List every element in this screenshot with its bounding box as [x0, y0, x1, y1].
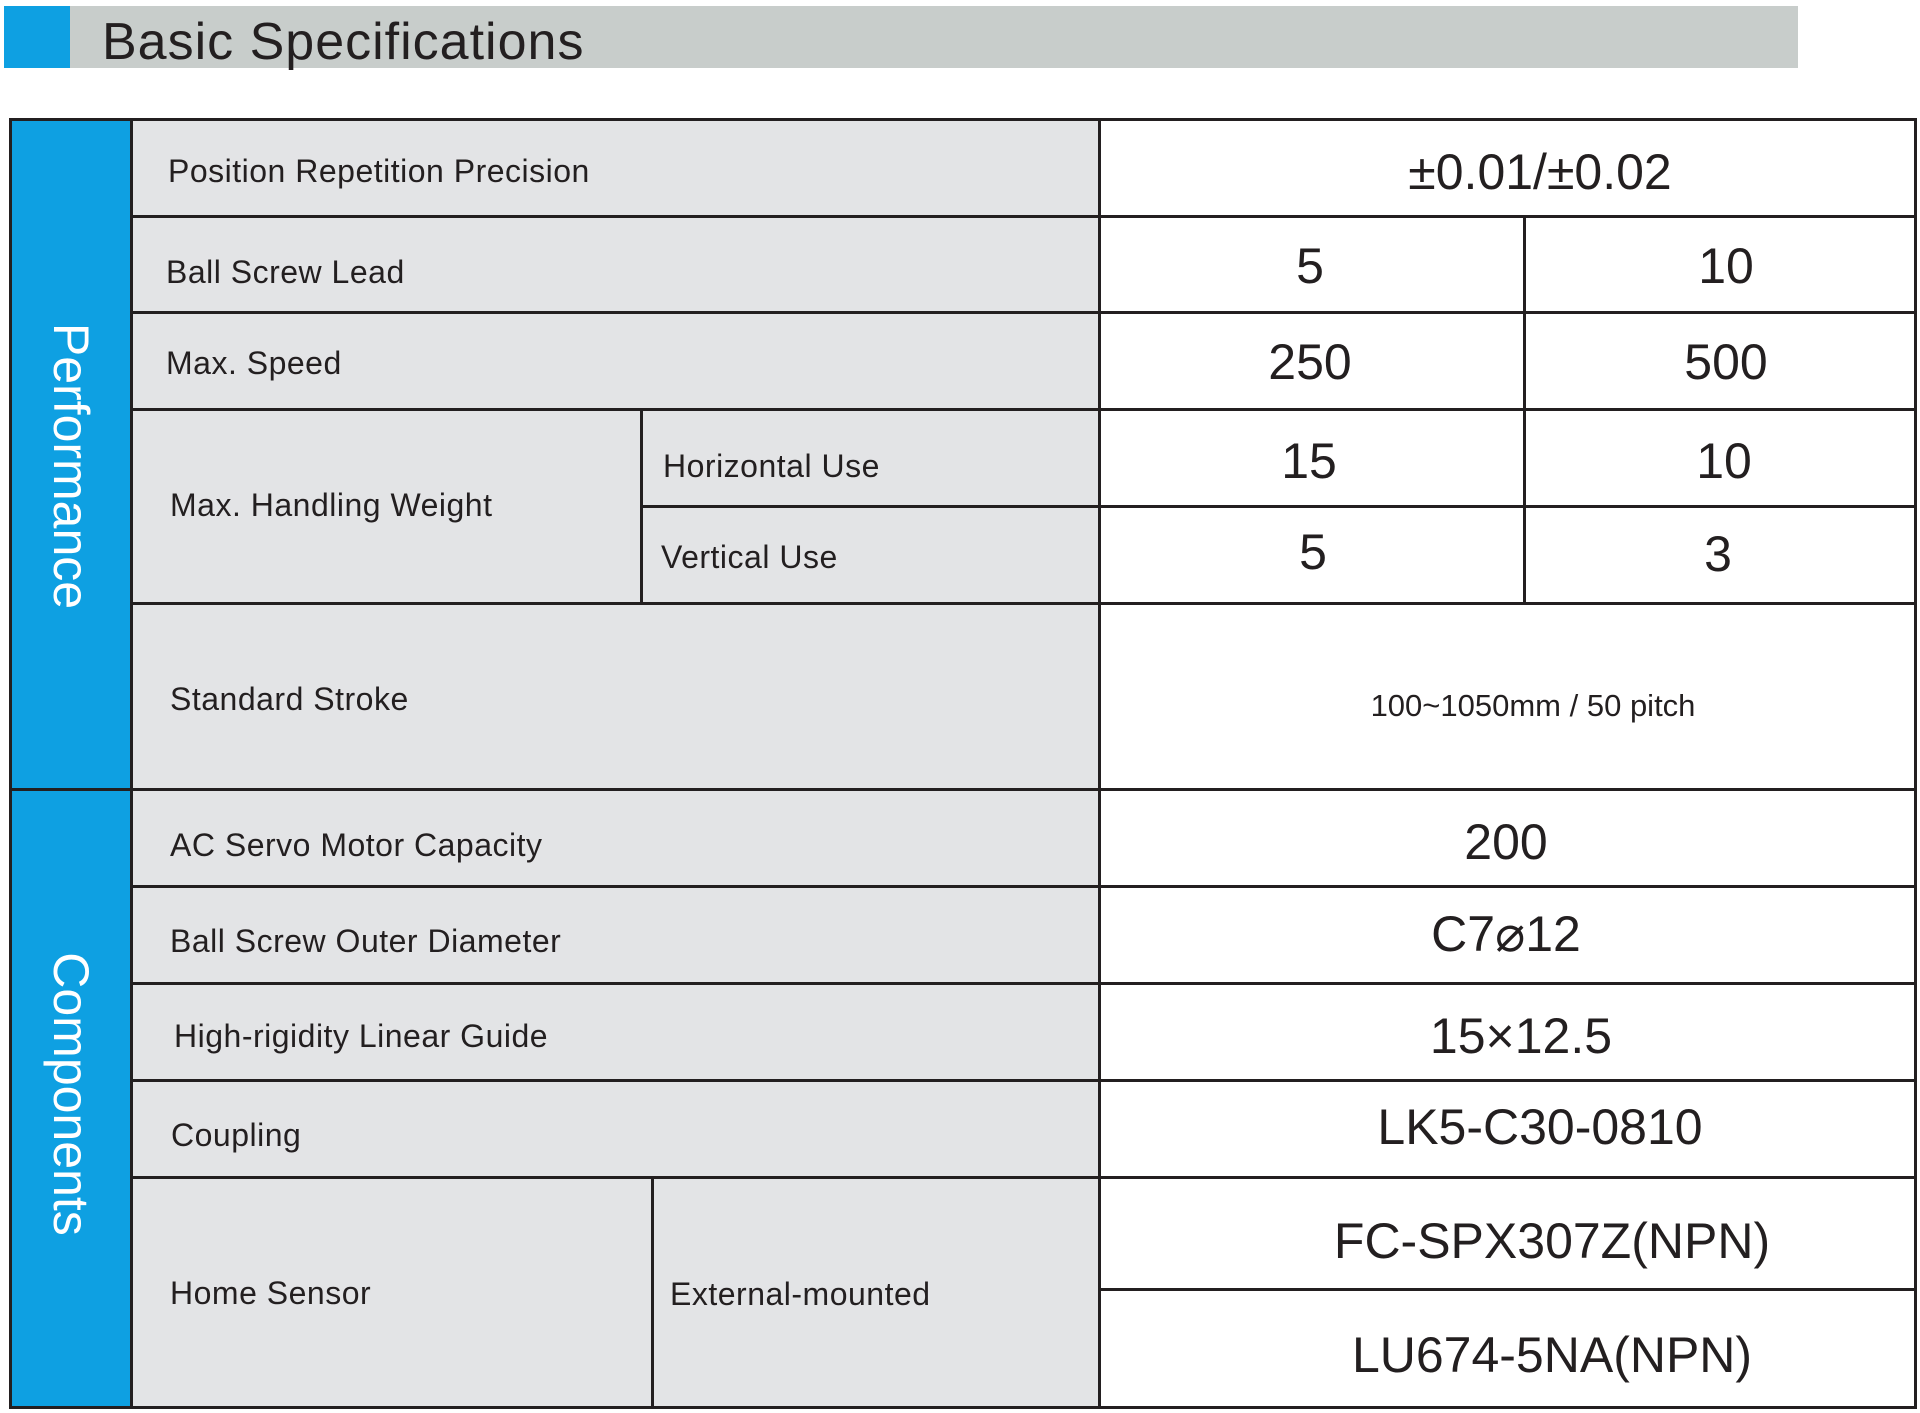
- ac-servo-motor-capacity-label: AC Servo Motor Capacity: [170, 827, 543, 863]
- border-bottom: [9, 1406, 1917, 1409]
- linear-guide-label: High-rigidity Linear Guide: [174, 1018, 549, 1054]
- page-title: Basic Specifications: [102, 13, 585, 71]
- components-label: Components: [43, 952, 99, 1236]
- section-divider: [9, 788, 1917, 791]
- vertical-use-value: 3: [1704, 526, 1732, 582]
- row-divider: [131, 602, 1915, 605]
- home-sensor-label: Home Sensor: [170, 1275, 372, 1311]
- external-mounted-label: External-mounted: [670, 1276, 931, 1312]
- position-repetition-precision-label: Position Repetition Precision: [168, 153, 590, 189]
- linear-guide-value: 15×12.5: [1429, 1008, 1613, 1064]
- vertical-use-value: 5: [1299, 524, 1327, 580]
- horizontal-use-value: 10: [1696, 433, 1752, 489]
- border-top: [9, 118, 1917, 121]
- max-handling-weight-label: Max. Handling Weight: [170, 487, 493, 523]
- row-divider: [131, 311, 1915, 314]
- row-divider: [131, 982, 1915, 985]
- max-speed-value: 500: [1684, 334, 1768, 390]
- max-speed-value: 250: [1268, 334, 1352, 390]
- home-sensor-value: LU674-5NA(NPN): [1351, 1327, 1753, 1383]
- row-divider: [131, 885, 1915, 888]
- ball-screw-outer-diameter-value: C7⌀12: [1431, 906, 1581, 962]
- row-divider: [131, 408, 1915, 411]
- row-divider: [641, 505, 1915, 508]
- position-repetition-precision-value: ±0.01/±0.02: [1408, 144, 1672, 200]
- ball-screw-lead-value: 10: [1698, 238, 1754, 294]
- row-divider: [1100, 1288, 1915, 1291]
- horizontal-use-label: Horizontal Use: [663, 448, 880, 484]
- ball-screw-outer-diameter-label: Ball Screw Outer Diameter: [170, 923, 562, 959]
- coupling-value: LK5-C30-0810: [1377, 1099, 1703, 1155]
- vertical-use-label: Vertical Use: [661, 539, 838, 575]
- ac-servo-motor-capacity-value: 200: [1464, 814, 1548, 870]
- max-speed-label: Max. Speed: [166, 345, 342, 381]
- header-accent-block: [4, 6, 70, 68]
- home-sensor-value: FC-SPX307Z(NPN): [1333, 1213, 1771, 1269]
- row-divider: [131, 1176, 1915, 1179]
- horizontal-use-value: 15: [1281, 433, 1337, 489]
- row-divider: [131, 215, 1915, 218]
- standard-stroke-value: 100~1050mm / 50 pitch: [1370, 688, 1696, 723]
- ball-screw-lead-value: 5: [1296, 238, 1324, 294]
- performance-label: Performance: [43, 322, 99, 610]
- home-sensor-divider: [651, 1177, 654, 1409]
- section-header: [4, 6, 1798, 71]
- standard-stroke-label: Standard Stroke: [170, 681, 409, 717]
- coupling-label: Coupling: [171, 1117, 302, 1153]
- border-left: [9, 118, 12, 1409]
- ball-screw-lead-label: Ball Screw Lead: [166, 254, 405, 290]
- row-divider: [131, 1079, 1915, 1082]
